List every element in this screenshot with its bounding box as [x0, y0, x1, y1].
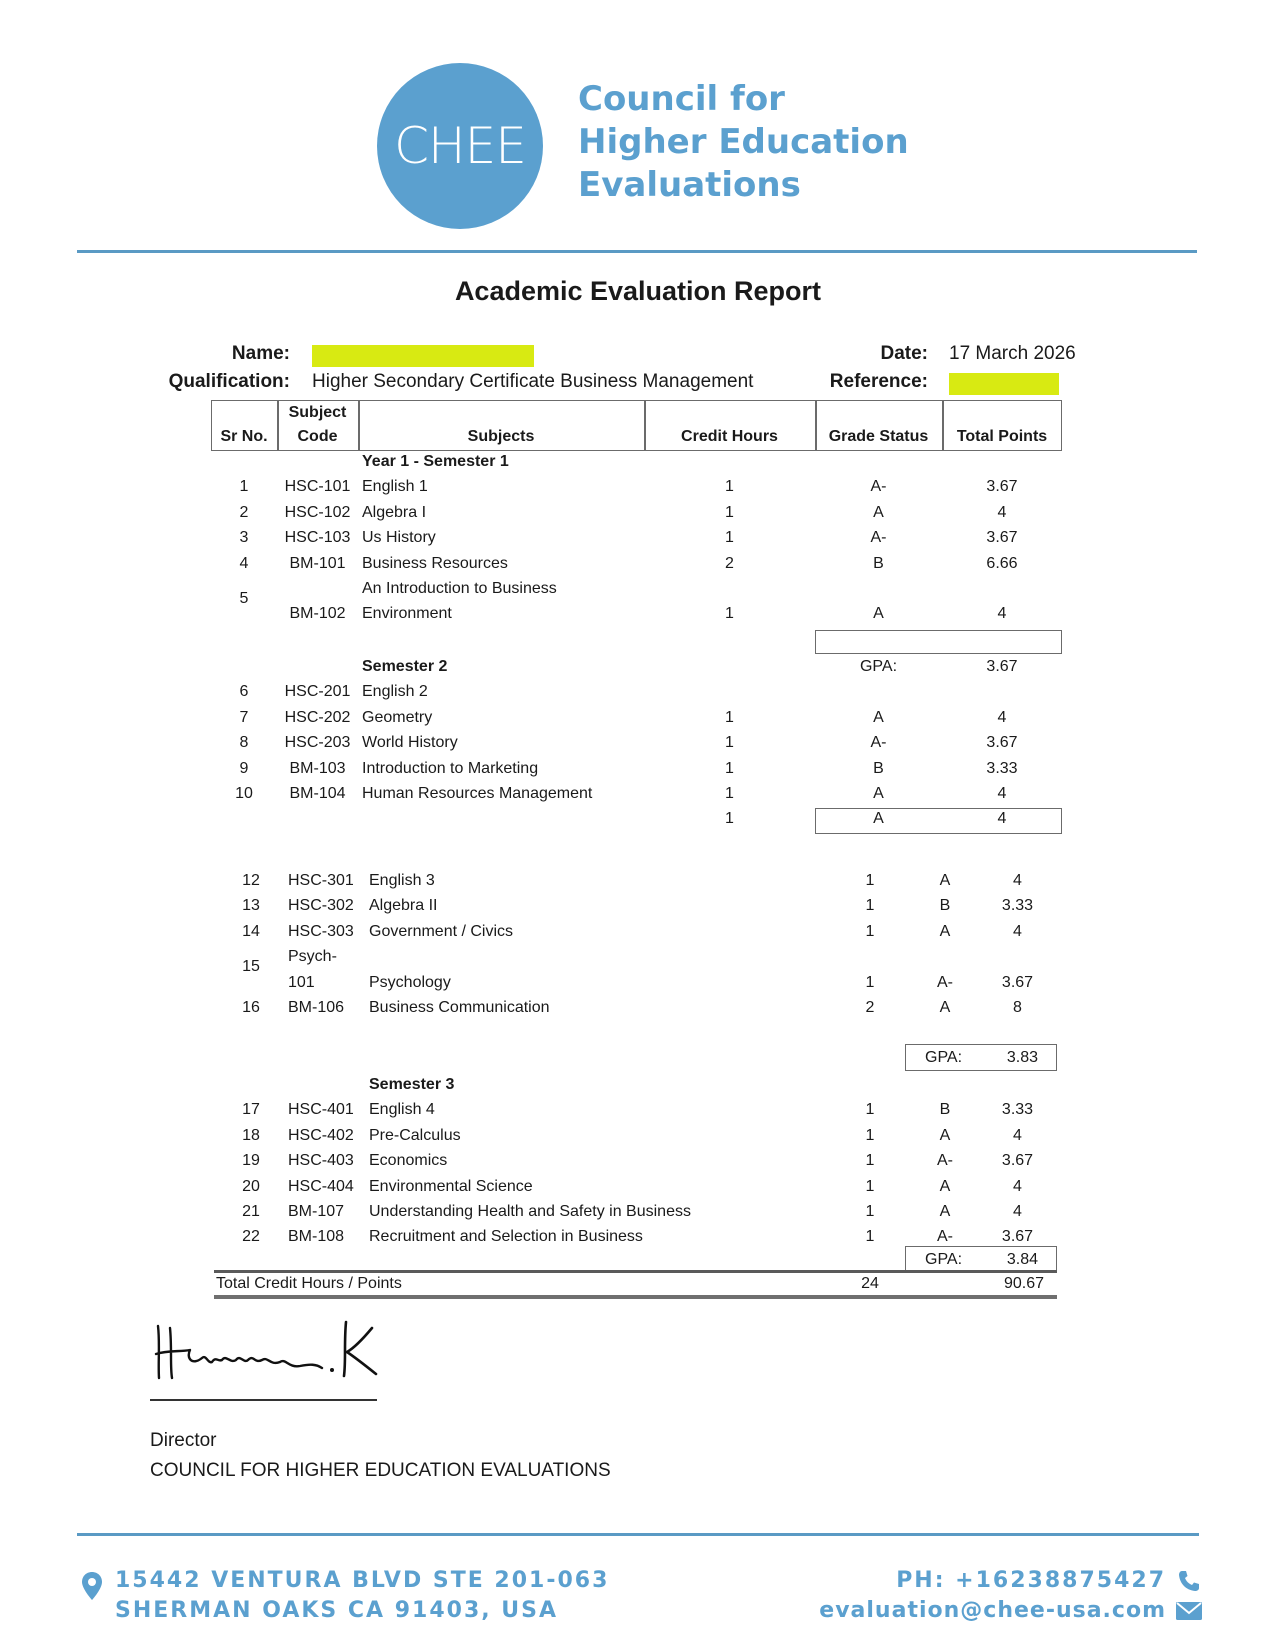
- total-points: 3.33: [986, 759, 1018, 777]
- grade-status: A-: [870, 478, 887, 496]
- serial-number: 6: [239, 683, 249, 701]
- serial-number: 4: [239, 554, 249, 572]
- section-title: Year 1 - Semester 1: [362, 453, 509, 470]
- serial-number: 2: [239, 503, 249, 521]
- subject-name: Understanding Health and Safety in Business: [369, 1203, 691, 1220]
- total-points: 4: [997, 708, 1007, 726]
- total-points: 4: [997, 605, 1007, 623]
- serial-number: 1: [239, 478, 249, 496]
- name-label: Name:: [231, 343, 290, 364]
- total-points: 3.33: [1001, 1101, 1034, 1119]
- grade-status: A: [873, 785, 884, 802]
- total-points: 3.67: [1001, 973, 1034, 991]
- footer-contact: [819, 1566, 1166, 1626]
- serial-number: 10: [235, 785, 253, 802]
- total-points: 6.66: [986, 554, 1018, 572]
- total-points: 3.67: [986, 734, 1018, 752]
- grade-status: A: [873, 605, 884, 623]
- subject-code: BM-106: [288, 999, 345, 1016]
- total-label: Total Credit Hours / Points: [216, 1275, 402, 1292]
- total-points: 4: [1013, 872, 1022, 889]
- subject-name: Economics: [369, 1152, 448, 1170]
- envelope-icon: [1175, 1601, 1203, 1621]
- serial-number: 16: [242, 999, 260, 1016]
- subject-code: HSC-303: [288, 922, 354, 940]
- total-points: 3.33: [1001, 897, 1034, 915]
- phone-number[interactable]: PH: +16238875427: [896, 1568, 1166, 1593]
- subject-name: Psychology: [369, 973, 451, 991]
- logo-line-3: Evaluations: [578, 165, 801, 205]
- header-code-line1: Subject: [288, 404, 347, 421]
- serial-number: 17: [242, 1101, 260, 1119]
- subject-code: BM-102: [289, 605, 346, 623]
- subject-code: HSC-403: [288, 1152, 354, 1170]
- address-line-1: 15442 VENTURA BLVD STE 201-063: [115, 1568, 610, 1593]
- credit-hours: 1: [865, 1177, 875, 1195]
- subject-name: English 4: [369, 1101, 435, 1119]
- director-signature: [150, 1318, 390, 1388]
- subject-code: BM-108: [288, 1228, 345, 1246]
- gpa-value: 3.84: [1006, 1251, 1038, 1268]
- credit-hours: 1: [725, 708, 734, 726]
- gpa-value: 3.83: [1006, 1049, 1038, 1066]
- credit-hours: 1: [865, 1101, 875, 1119]
- total-credit-hours: 24: [861, 1275, 879, 1292]
- subject-code: HSC-203: [284, 734, 351, 752]
- logo-abbr: CHEE: [394, 117, 526, 175]
- subject-code: HSC-202: [284, 708, 351, 726]
- signatory-organization: COUNCIL FOR HIGHER EDUCATION EVALUATIONS: [150, 1460, 611, 1481]
- grade-status: A-: [870, 734, 887, 752]
- subject-code: HSC-401: [288, 1101, 354, 1119]
- grade-status: A-: [937, 973, 953, 991]
- qualification-value: Higher Secondary Certificate Business Management: [312, 371, 754, 392]
- subject-code: HSC-101: [284, 478, 351, 496]
- subject-name: Introduction to Marketing: [362, 759, 539, 777]
- subject-code-line1: Psych-: [288, 948, 337, 966]
- subject-code: BM-107: [288, 1203, 345, 1220]
- credit-hours: 1: [865, 973, 875, 991]
- date-label: Date:: [880, 343, 928, 364]
- grade-status: A: [939, 1126, 951, 1144]
- serial-number: 15: [242, 958, 260, 976]
- subject-code: BM-103: [289, 759, 346, 777]
- subject-code: BM-101: [289, 554, 346, 572]
- credit-hours: 1: [725, 810, 734, 828]
- credit-hours: 1: [865, 1126, 875, 1144]
- subject-name-line1: An Introduction to Business: [362, 580, 557, 597]
- subject-name: Human Resources Management: [362, 785, 593, 802]
- address-line-2: SHERMAN OAKS CA 91403, USA: [115, 1598, 559, 1623]
- subject-code: HSC-102: [284, 503, 351, 521]
- subject-name: Geometry: [362, 708, 433, 726]
- total-bottom-rule: [214, 1295, 1057, 1299]
- total-points: 8: [1013, 999, 1022, 1016]
- serial-number: 14: [242, 922, 260, 940]
- credit-hours: 1: [865, 922, 875, 940]
- qualification-label: Qualification:: [168, 371, 290, 392]
- subject-code: 101: [288, 973, 315, 991]
- header-sr: Sr No.: [220, 428, 268, 445]
- subject-name: Environment: [362, 605, 452, 623]
- serial-number: 3: [239, 529, 249, 547]
- gpa-label: GPA:: [925, 1049, 963, 1066]
- gpa-label: GPA:: [925, 1251, 963, 1268]
- subject-code: HSC-103: [284, 529, 351, 547]
- grade-status: B: [939, 897, 951, 915]
- serial-number: 20: [242, 1177, 260, 1195]
- grade-status: A-: [937, 1228, 953, 1246]
- grade-status: A: [939, 999, 951, 1016]
- grade-status: B: [873, 554, 884, 572]
- subject-name: Government / Civics: [369, 922, 514, 940]
- grade-status: A-: [870, 529, 887, 547]
- subject-code: HSC-302: [288, 897, 354, 915]
- total-points: 4: [1013, 1126, 1022, 1144]
- grade-status: A: [873, 810, 884, 828]
- subject-name: English 3: [369, 872, 435, 889]
- signature-line: [150, 1399, 377, 1401]
- grade-status: A: [939, 1203, 951, 1220]
- credit-hours: 1: [865, 872, 875, 889]
- subject-name: English 1: [362, 478, 428, 496]
- total-points: 4: [1013, 1177, 1022, 1195]
- serial-number: 19: [242, 1152, 260, 1170]
- credit-hours: 2: [865, 999, 875, 1016]
- reference-label: Reference:: [829, 371, 928, 392]
- footer-divider: [77, 1533, 1199, 1536]
- credit-hours: 1: [725, 785, 734, 802]
- phone-icon: [1177, 1569, 1201, 1593]
- credit-hours: 1: [725, 529, 734, 547]
- credit-hours: 1: [865, 1203, 875, 1220]
- signatory-role: Director: [150, 1430, 217, 1451]
- subject-name: Algebra II: [369, 897, 438, 915]
- subject-name: Us History: [362, 529, 436, 547]
- total-points: 4: [997, 503, 1007, 521]
- section-title: Semester 3: [369, 1076, 455, 1093]
- serial-number: 8: [239, 734, 249, 752]
- row-outline-box: [815, 808, 1062, 834]
- gpa-label: GPA:: [859, 658, 898, 675]
- total-points: 3.67: [986, 478, 1018, 496]
- credit-hours: 1: [725, 605, 734, 623]
- grade-status: A: [873, 708, 884, 726]
- header-subjects: Subjects: [467, 428, 535, 445]
- subject-code: HSC-402: [288, 1126, 354, 1144]
- total-points: 4: [1013, 1203, 1022, 1220]
- logo-line-1: Council for: [578, 79, 785, 119]
- section-title: Semester 2: [362, 658, 448, 675]
- total-points: 4: [997, 785, 1007, 802]
- email-address[interactable]: evaluation@chee-usa.com: [819, 1598, 1166, 1623]
- header-grade-status: Grade Status: [828, 428, 929, 445]
- credit-hours: 1: [725, 478, 734, 496]
- credit-hours: 1: [725, 503, 734, 521]
- total-points: 3.67: [1001, 1228, 1034, 1246]
- credit-hours: 1: [725, 734, 734, 752]
- header-credit-hours: Credit Hours: [681, 428, 778, 445]
- credit-hours: 1: [725, 759, 734, 777]
- serial-number: 21: [242, 1203, 260, 1220]
- reference-redacted: [949, 373, 1059, 395]
- total-points: 3.67: [1001, 1152, 1034, 1170]
- subject-name: Algebra I: [362, 503, 427, 521]
- subject-code: HSC-404: [288, 1177, 354, 1195]
- credit-hours: 2: [725, 554, 734, 572]
- grade-status: A: [939, 1177, 951, 1195]
- serial-number: 18: [242, 1126, 260, 1144]
- logo-text: [578, 78, 909, 207]
- subject-code: HSC-201: [284, 683, 351, 701]
- subject-name: Recruitment and Selection in Business: [369, 1228, 643, 1246]
- subject-code: BM-104: [289, 785, 346, 802]
- subject-name: Environmental Science: [369, 1177, 533, 1195]
- total-points-value: 90.67: [1003, 1275, 1044, 1292]
- subject-name: Business Resources: [362, 554, 508, 572]
- serial-number: 12: [242, 872, 260, 889]
- grade-status: A-: [937, 1152, 953, 1170]
- serial-number: 5: [239, 590, 249, 608]
- grade-status: A: [873, 503, 884, 521]
- logo-circle: [377, 63, 543, 229]
- credit-hours: 1: [865, 1228, 875, 1246]
- credit-hours: 1: [865, 1152, 875, 1170]
- subject-name: Business Communication: [369, 999, 550, 1016]
- serial-number: 13: [242, 897, 260, 915]
- subject-name: World History: [362, 734, 458, 752]
- credit-hours: 1: [865, 897, 875, 915]
- logo-line-2: Higher Education: [578, 122, 909, 162]
- footer-address: [115, 1566, 609, 1626]
- subject-name: Pre-Calculus: [369, 1126, 461, 1144]
- name-redacted: [312, 345, 534, 367]
- map-pin-icon: [81, 1571, 103, 1601]
- gpa-value: 3.67: [986, 658, 1018, 675]
- total-points: 4: [997, 810, 1007, 828]
- serial-number: 9: [239, 759, 249, 777]
- header-divider: [77, 250, 1197, 253]
- empty-gpa-box: [815, 630, 1062, 654]
- total-points: 4: [1013, 922, 1022, 940]
- subject-name: English 2: [362, 683, 428, 701]
- grade-status: A: [939, 922, 951, 940]
- grade-status: B: [939, 1101, 951, 1119]
- grade-status: A: [939, 872, 951, 889]
- total-top-rule: [214, 1270, 1057, 1273]
- header-total-points: Total Points: [956, 428, 1048, 445]
- page-title: Academic Evaluation Report: [454, 276, 822, 306]
- subject-code: HSC-301: [288, 872, 354, 889]
- date-value: 17 March 2026: [949, 343, 1076, 364]
- total-points: 3.67: [986, 529, 1018, 547]
- grade-status: B: [873, 759, 884, 777]
- serial-number: 22: [242, 1228, 260, 1246]
- header-code-line2: Code: [297, 428, 338, 445]
- serial-number: 7: [239, 708, 249, 726]
